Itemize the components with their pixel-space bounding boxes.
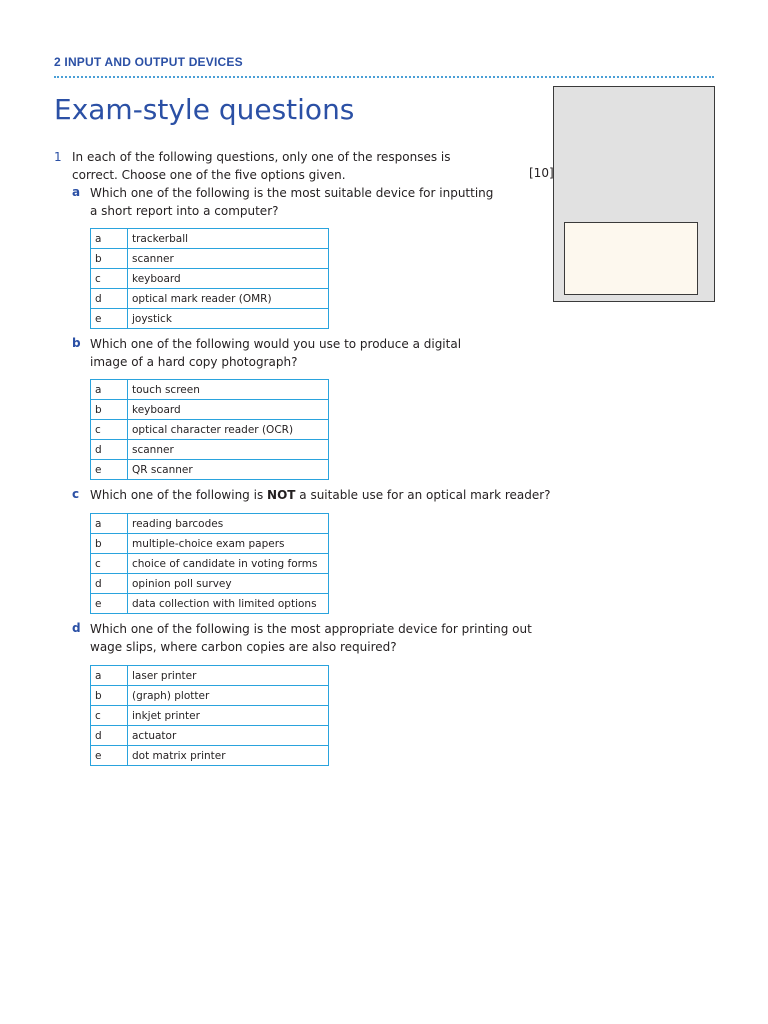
option-text: laser printer <box>128 666 329 686</box>
option-letter: d <box>91 440 128 460</box>
option-text: inkjet printer <box>128 706 329 726</box>
option-letter: e <box>91 746 128 766</box>
option-letter: a <box>91 229 128 249</box>
part-a-label: a <box>72 185 81 199</box>
option-row[interactable] <box>91 554 329 574</box>
option-row[interactable] <box>91 534 329 554</box>
option-text: trackerball <box>128 229 329 249</box>
option-row[interactable] <box>91 726 329 746</box>
option-text: dot matrix printer <box>128 746 329 766</box>
option-letter: b <box>91 249 128 269</box>
option-letter: e <box>91 594 128 614</box>
option-row[interactable] <box>91 289 329 309</box>
option-letter: c <box>91 420 128 440</box>
option-text: reading barcodes <box>128 514 329 534</box>
option-letter: c <box>91 706 128 726</box>
option-text: scanner <box>128 249 329 269</box>
part-c-question: Which one of the following is NOT a suitable use for an optical mark reader? <box>90 488 551 502</box>
option-row[interactable] <box>91 269 329 289</box>
option-text: multiple-choice exam papers <box>128 534 329 554</box>
option-letter: d <box>91 574 128 594</box>
option-text: keyboard <box>128 269 329 289</box>
part-d-question: Which one of the following is the most appropriate device for printing out wage slips, where carbon copies are also required? <box>90 622 532 654</box>
option-letter: d <box>91 289 128 309</box>
option-letter: a <box>91 666 128 686</box>
option-letter: a <box>91 380 128 400</box>
part-d-options <box>90 665 329 766</box>
part-c-options <box>90 513 329 614</box>
option-row[interactable] <box>91 309 329 329</box>
option-text: (graph) plotter <box>128 686 329 706</box>
option-row[interactable] <box>91 420 329 440</box>
option-row[interactable] <box>91 594 329 614</box>
margin-box <box>553 86 715 302</box>
part-a-question: Which one of the following is the most suitable device for inputting a short report into a computer? <box>90 186 494 218</box>
option-text: actuator <box>128 726 329 746</box>
option-row[interactable] <box>91 460 329 480</box>
part-c-label: c <box>72 487 80 501</box>
option-letter: b <box>91 534 128 554</box>
option-text: optical character reader (OCR) <box>128 420 329 440</box>
option-row[interactable] <box>91 746 329 766</box>
margin-note-box <box>564 222 698 295</box>
option-row[interactable] <box>91 440 329 460</box>
option-letter: a <box>91 514 128 534</box>
option-text: data collection with limited options <box>128 594 329 614</box>
option-text: optical mark reader (OMR) <box>128 289 329 309</box>
option-row[interactable] <box>91 666 329 686</box>
option-text: touch screen <box>128 380 329 400</box>
part-a-options <box>90 228 329 329</box>
part-b-question: Which one of the following would you use to produce a digital image of a hard copy photograph? <box>90 337 462 369</box>
option-row[interactable] <box>91 380 329 400</box>
option-text: joystick <box>128 309 329 329</box>
question-intro: In each of the following questions, only one of the responses is correct. Choose one of the five options given. <box>72 150 451 182</box>
option-row[interactable] <box>91 574 329 594</box>
marks-label: [10] <box>529 166 554 180</box>
option-letter: c <box>91 269 128 289</box>
chapter-header: 2 INPUT AND OUTPUT DEVICES <box>54 55 243 69</box>
option-letter: e <box>91 309 128 329</box>
option-letter: b <box>91 686 128 706</box>
option-letter: e <box>91 460 128 480</box>
option-text: choice of candidate in voting forms <box>128 554 329 574</box>
option-text: scanner <box>128 440 329 460</box>
emphasis-not: NOT <box>267 488 296 502</box>
option-row[interactable] <box>91 514 329 534</box>
option-row[interactable] <box>91 686 329 706</box>
option-row[interactable] <box>91 706 329 726</box>
option-text: opinion poll survey <box>128 574 329 594</box>
part-d-label: d <box>72 621 81 635</box>
option-row[interactable] <box>91 249 329 269</box>
question-number: 1 <box>54 150 62 164</box>
option-row[interactable] <box>91 400 329 420</box>
option-text: keyboard <box>128 400 329 420</box>
option-letter: c <box>91 554 128 574</box>
option-text: QR scanner <box>128 460 329 480</box>
option-letter: b <box>91 400 128 420</box>
part-b-label: b <box>72 336 81 350</box>
dotted-divider <box>54 76 714 78</box>
part-b-options <box>90 379 329 480</box>
option-letter: d <box>91 726 128 746</box>
page-title: Exam-style questions <box>54 93 355 126</box>
option-row[interactable] <box>91 229 329 249</box>
